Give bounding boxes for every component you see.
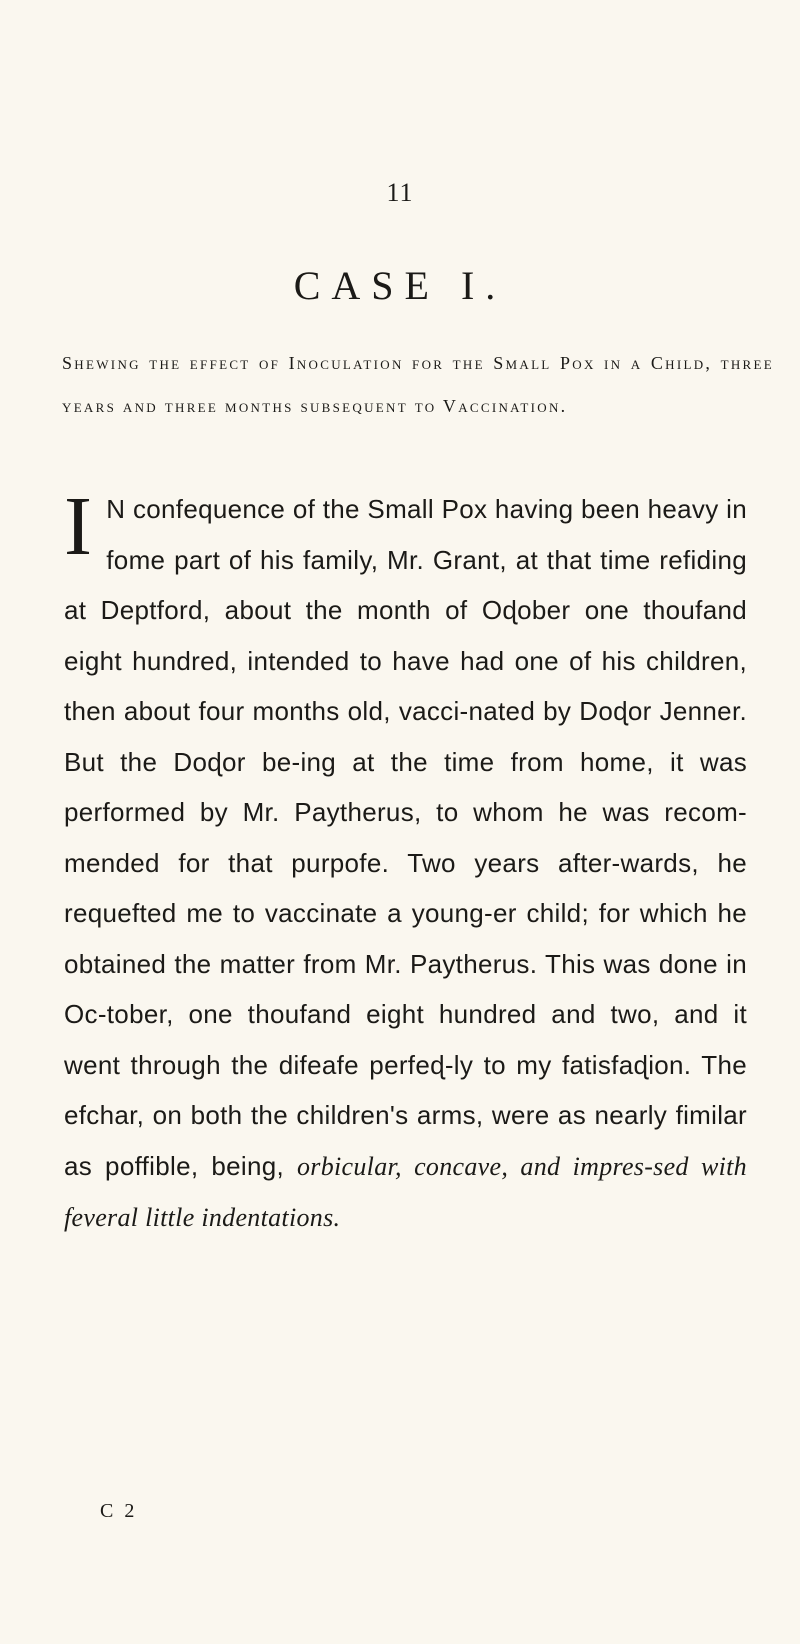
body-emphasis-text: orbicular, concave, and impres-sed with feveral little indentations. [64, 1151, 747, 1232]
case-title: CASE I. [293, 263, 507, 308]
case-subtitle: Shewing the effect of Inoculation for the Small Pox in a Child, three years and three months subsequent to Vaccination. [62, 353, 774, 416]
page-number: 11 [386, 178, 414, 207]
body-main-text: N confequence of the Small Pox having been heavy in fome part of his family, Mr. Grant, at that time refiding at Deptford, about the month of Oɖober one thoufand eight hundred, intended to have had one of his children, then about four months old, vacci-nated by Doɖor Jenner. But the Doɖor be-ing at the time from home, it was performed by Mr. Paytherus, to whom he was recom-mended for that purpofe. Two years after-wards, he requefted me to vaccinate a young-er child; for which he obtained the matter from Mr. Paytherus. This was done in Oc-tober, one thoufand eight hundred and two, and it went through the difeafe perfeɖ-ly to my fatisfaɖion. The efchar, on both the children's arms, were as nearly fimilar as poffible, being, [64, 494, 747, 1181]
case-body [64, 480, 747, 1244]
drop-cap: I [64, 480, 93, 573]
signature-mark: C 2 [100, 1500, 138, 1522]
